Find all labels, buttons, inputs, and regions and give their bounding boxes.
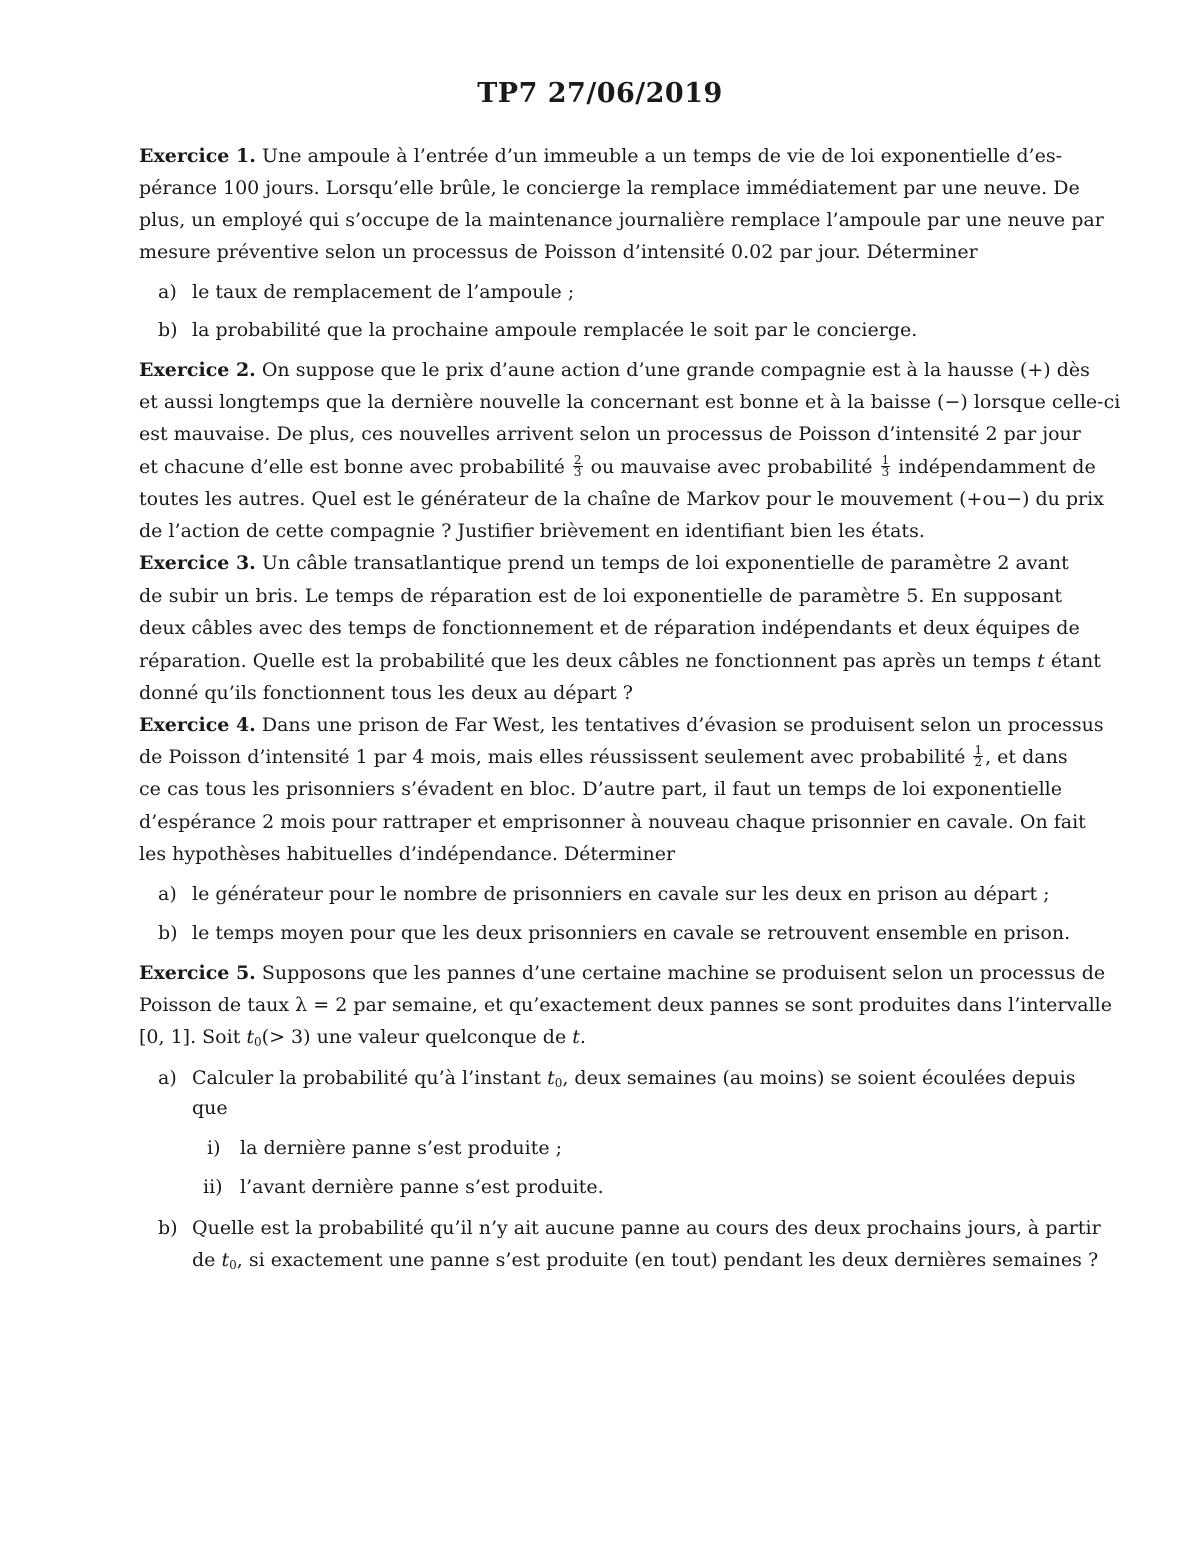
ex5-a-line-2: que (192, 1097, 228, 1119)
ex1-b-label: b) (158, 319, 178, 341)
page-title: TP7 27/06/2019 (477, 78, 723, 109)
subscript-0: 0 (554, 1076, 563, 1090)
var-t0: t (246, 1026, 255, 1048)
ex3-heading: Exercice 3. (139, 552, 256, 574)
ex5-a-line-1b: , deux semaines (au moins) se soient écoulées depuis (562, 1067, 1076, 1089)
ex5-b-line-2a: de (192, 1249, 216, 1271)
ex5-line-2: Poisson de taux λ = 2 par semaine, et qu’exactement deux pannes se sont produites dans l’intervalle (139, 994, 1112, 1016)
ex2-heading: Exercice 2. (139, 359, 256, 381)
ex3-text: Un câble transatlantique prend un temps de loi exponentielle de paramètre 2 avant (261, 552, 1069, 574)
ex2-line-6: de l’action de cette compagnie ? Justifier brièvement en identifiant bien les états. (139, 520, 925, 542)
frac-den: 2 (974, 754, 983, 769)
ex5-i-text: la dernière panne s’est produite ; (240, 1137, 563, 1159)
ex2-line-1 (139, 358, 1090, 382)
ex5-text: Supposons que les pannes d’une certaine machine se produisent selon un processus de (261, 962, 1106, 984)
ex1-a-text: le taux de remplacement de l’ampoule ; (192, 281, 575, 303)
ex2-line-4 (139, 452, 1096, 480)
ex4-line-2b: , et dans (985, 746, 1068, 768)
ex3-line-4a: réparation. Quelle est la probabilité que les deux câbles ne fonctionnent pas après un temps (139, 650, 1032, 672)
fraction-one-third (881, 452, 891, 479)
var-t: t (1037, 650, 1045, 672)
ex5-a-line-1 (192, 1066, 1076, 1090)
ex5-heading: Exercice 5. (139, 962, 256, 984)
ex4-line-2a: de Poisson d’intensité 1 par 4 mois, mais elles réussissent seulement avec probabilité (139, 746, 966, 768)
subscript-0: 0 (229, 1258, 237, 1272)
ex5-line-3c: . (579, 1026, 586, 1048)
var-t: t (572, 1026, 580, 1048)
fraction-two-thirds (573, 452, 583, 479)
var-t0: t (547, 1067, 555, 1089)
ex1-a-label: a) (158, 281, 177, 303)
ex1-line-1 (139, 144, 1062, 168)
ex4-line-2 (139, 742, 1068, 770)
ex4-line-4: d’espérance 2 mois pour rattraper et emprisonner à nouveau chaque prisonnier en cavale. On fait (139, 811, 1086, 833)
ex4-line-5: les hypothèses habituelles d’indépendance. Déterminer (139, 843, 676, 865)
ex2-line-4c: indépendamment de (898, 456, 1096, 478)
ex5-a-line-1a: Calculer la probabilité qu’à l’instant (192, 1067, 542, 1089)
subscript-0: 0 (254, 1035, 262, 1049)
ex5-line-1 (139, 961, 1106, 985)
ex5-i-label: i) (207, 1137, 221, 1159)
ex2-line-4a: et chacune d’elle est bonne avec probabilité (139, 456, 565, 478)
ex1-line-3: plus, un employé qui s’occupe de la maintenance journalière remplace l’ampoule par une neuve par (139, 209, 1104, 231)
ex3-line-4 (139, 649, 1101, 673)
ex1-line-4: mesure préventive selon un processus de Poisson d’intensité 0.02 par jour. Déterminer (139, 241, 978, 263)
frac-den: 3 (881, 464, 890, 479)
ex4-b-label: b) (158, 922, 178, 944)
ex5-a-label: a) (158, 1067, 177, 1089)
ex2-line-5: toutes les autres. Quel est le générateur de la chaîne de Markov pour le mouvement (+ou−) du prix (139, 488, 1104, 510)
ex4-b-text: le temps moyen pour que les deux prisonniers en cavale se retrouvent ensemble en prison. (192, 922, 1071, 944)
ex3-line-3: deux câbles avec des temps de fonctionnement et de réparation indépendants et deux équipes de (139, 617, 1080, 639)
fraction-one-half (973, 742, 983, 769)
ex1-heading: Exercice 1. (139, 145, 256, 167)
ex1-line-2: pérance 100 jours. Lorsqu’elle brûle, le concierge la remplace immédiatement par une neuve. De (139, 177, 1080, 199)
ex3-line-2: de subir un bris. Le temps de réparation est de loi exponentielle de paramètre 5. En supposant (139, 585, 1062, 607)
frac-den: 3 (573, 464, 582, 479)
frac-num: 1 (974, 742, 983, 757)
ex1-text: Une ampoule à l’entrée d’un immeuble a un temps de vie de loi exponentielle d’es- (262, 145, 1062, 167)
ex2-line-2: et aussi longtemps que la dernière nouvelle la concernant est bonne et à la baisse (−) lorsque celle-ci (139, 391, 1121, 413)
ex2-text: On suppose que le prix d’aune action d’une grande compagnie est à la hausse (+) dès (261, 359, 1090, 381)
ex5-b-line-2b: , si exactement une panne s’est produite (en tout) pendant les deux dernières semaines ? (236, 1249, 1099, 1271)
frac-num: 1 (881, 452, 890, 467)
ex4-a-text: le générateur pour le nombre de prisonniers en cavale sur les deux en prison au départ ; (192, 883, 1050, 905)
ex2-line-4b: ou mauvaise avec probabilité (590, 456, 873, 478)
ex5-ii-text: l’avant dernière panne s’est produite. (240, 1176, 604, 1198)
ex5-b-label: b) (158, 1217, 178, 1239)
ex4-a-label: a) (158, 883, 177, 905)
ex5-b-line-1: Quelle est la probabilité qu’il n’y ait aucune panne au cours des deux prochains jours, à partir (192, 1217, 1101, 1239)
ex3-line-4b: étant (1050, 650, 1101, 672)
ex4-heading: Exercice 4. (139, 714, 256, 736)
ex3-line-5: donné qu’ils fonctionnent tous les deux au départ ? (139, 682, 633, 704)
ex4-line-3: ce cas tous les prisonniers s’évadent en bloc. D’autre part, il faut un temps de loi exponentielle (139, 778, 1062, 800)
ex2-line-3: est mauvaise. De plus, ces nouvelles arrivent selon un processus de Poisson d’intensité 2 par jour (139, 423, 1081, 445)
frac-num: 2 (573, 452, 582, 467)
ex5-b-line-2 (192, 1248, 1099, 1272)
ex5-ii-label: ii) (203, 1176, 223, 1198)
var-t0: t (221, 1249, 230, 1271)
ex4-text: Dans une prison de Far West, les tentatives d’évasion se produisent selon un processus (261, 714, 1104, 736)
ex5-line-3b: (> 3) une valeur quelconque de (261, 1026, 567, 1048)
ex3-line-1 (139, 551, 1069, 575)
ex5-line-3 (139, 1025, 586, 1049)
ex4-line-1 (139, 713, 1104, 737)
ex5-line-3a: [0, 1]. Soit (139, 1026, 241, 1048)
ex1-b-text: la probabilité que la prochaine ampoule remplacée le soit par le concierge. (192, 319, 918, 341)
